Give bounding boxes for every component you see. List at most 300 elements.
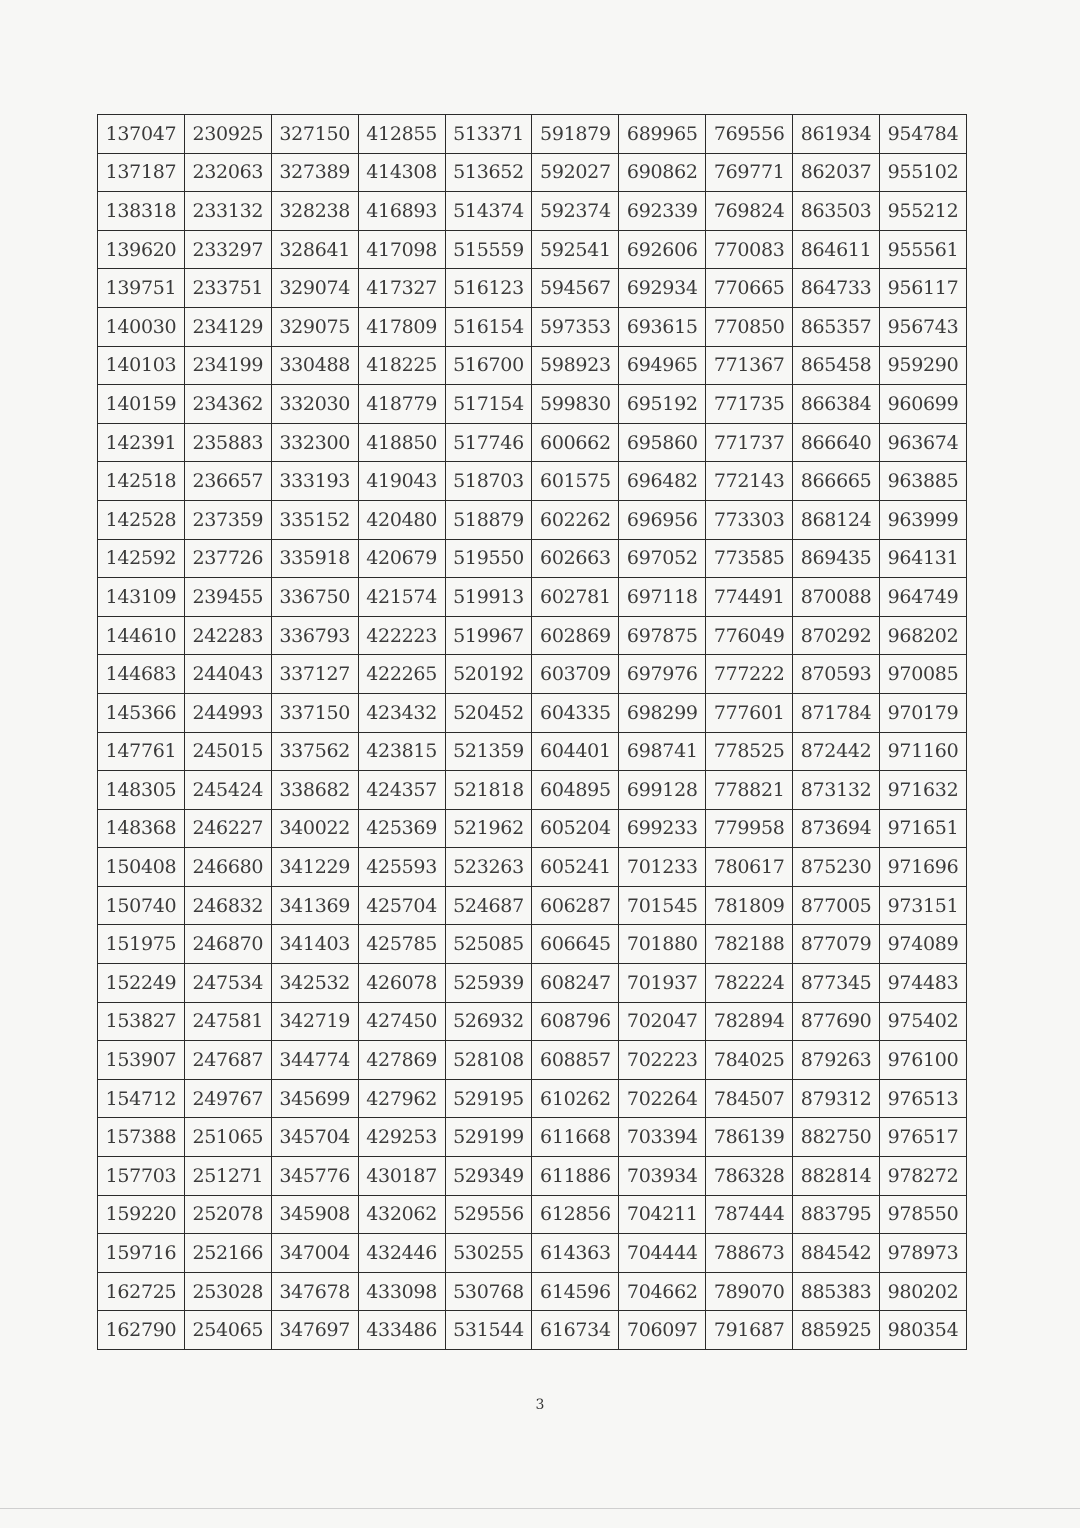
table-cell: 864611 [793,230,880,269]
table-cell: 883795 [793,1195,880,1234]
scan-edge-line [0,1508,1080,1509]
table-cell: 329075 [271,307,358,346]
table-row [98,230,967,269]
table-cell: 148305 [98,771,185,810]
table-cell: 604335 [532,693,619,732]
table-cell: 347697 [271,1311,358,1350]
table-cell: 776049 [706,616,793,655]
table-cell: 338682 [271,771,358,810]
table-cell: 787444 [706,1195,793,1234]
table-cell: 233297 [184,230,271,269]
table-cell: 153907 [98,1041,185,1080]
table-cell: 771737 [706,423,793,462]
table-cell: 873132 [793,771,880,810]
table-cell: 143109 [98,578,185,617]
table-cell: 529199 [445,1118,532,1157]
table-cell: 602663 [532,539,619,578]
table-cell: 704662 [619,1272,706,1311]
table-cell: 782224 [706,964,793,1003]
table-cell: 345699 [271,1079,358,1118]
table-row [98,307,967,346]
table-cell: 974483 [880,964,967,1003]
table-cell: 528108 [445,1041,532,1080]
table-cell: 770083 [706,230,793,269]
table-cell: 345704 [271,1118,358,1157]
table-cell: 345776 [271,1157,358,1196]
table-cell: 332300 [271,423,358,462]
table-cell: 230925 [184,115,271,154]
table-cell: 519550 [445,539,532,578]
table-cell: 138318 [98,192,185,231]
table-cell: 247687 [184,1041,271,1080]
table-cell: 515559 [445,230,532,269]
table-cell: 960699 [880,385,967,424]
table-cell: 244043 [184,655,271,694]
table-cell: 344774 [271,1041,358,1080]
table-cell: 771735 [706,385,793,424]
table-cell: 611886 [532,1157,619,1196]
table-cell: 531544 [445,1311,532,1350]
table-cell: 144610 [98,616,185,655]
table-cell: 247534 [184,964,271,1003]
table-row [98,346,967,385]
table-cell: 980202 [880,1272,967,1311]
table-cell: 341229 [271,848,358,887]
table-cell: 605241 [532,848,619,887]
table-cell: 420480 [358,500,445,539]
table-cell: 148368 [98,809,185,848]
table-cell: 777601 [706,693,793,732]
table-cell: 769771 [706,153,793,192]
table-cell: 702264 [619,1079,706,1118]
table-cell: 772143 [706,462,793,501]
table-cell: 695192 [619,385,706,424]
table-cell: 778525 [706,732,793,771]
table-cell: 246680 [184,848,271,887]
table-cell: 423432 [358,693,445,732]
table-cell: 327150 [271,115,358,154]
table-cell: 139620 [98,230,185,269]
table-cell: 251065 [184,1118,271,1157]
table-cell: 868124 [793,500,880,539]
table-cell: 771367 [706,346,793,385]
table-cell: 692934 [619,269,706,308]
number-table-body [98,115,967,1350]
table-cell: 971632 [880,771,967,810]
table-cell: 233132 [184,192,271,231]
table-cell: 968202 [880,616,967,655]
table-cell: 963674 [880,423,967,462]
table-cell: 701233 [619,848,706,887]
table-cell: 782894 [706,1002,793,1041]
table-cell: 513371 [445,115,532,154]
table-cell: 608247 [532,964,619,1003]
table-cell: 703934 [619,1157,706,1196]
table-row [98,732,967,771]
table-cell: 863503 [793,192,880,231]
table-cell: 337562 [271,732,358,771]
table-cell: 606645 [532,925,619,964]
table-row [98,1118,967,1157]
table-cell: 520192 [445,655,532,694]
table-row [98,925,967,964]
table-cell: 696482 [619,462,706,501]
table-cell: 144683 [98,655,185,694]
table-cell: 332030 [271,385,358,424]
table-cell: 978550 [880,1195,967,1234]
table-row [98,539,967,578]
table-cell: 433098 [358,1272,445,1311]
table-cell: 521962 [445,809,532,848]
table-cell: 140103 [98,346,185,385]
table-row [98,269,967,308]
table-cell: 599830 [532,385,619,424]
table-cell: 157703 [98,1157,185,1196]
table-cell: 237359 [184,500,271,539]
table-cell: 864733 [793,269,880,308]
table-cell: 697976 [619,655,706,694]
table-cell: 879312 [793,1079,880,1118]
table-cell: 159220 [98,1195,185,1234]
table-cell: 139751 [98,269,185,308]
table-cell: 150740 [98,886,185,925]
table-cell: 698741 [619,732,706,771]
table-cell: 236657 [184,462,271,501]
table-cell: 779958 [706,809,793,848]
table-cell: 882814 [793,1157,880,1196]
table-cell: 608796 [532,1002,619,1041]
table-row [98,886,967,925]
table-cell: 252078 [184,1195,271,1234]
table-cell: 252166 [184,1234,271,1273]
table-row [98,192,967,231]
table-cell: 529195 [445,1079,532,1118]
table-cell: 249767 [184,1079,271,1118]
table-cell: 425785 [358,925,445,964]
table-cell: 885383 [793,1272,880,1311]
table-cell: 244993 [184,693,271,732]
table-cell: 699233 [619,809,706,848]
table-cell: 518703 [445,462,532,501]
table-cell: 614596 [532,1272,619,1311]
table-cell: 526932 [445,1002,532,1041]
table-cell: 520452 [445,693,532,732]
table-cell: 976517 [880,1118,967,1157]
table-row [98,1311,967,1350]
table-cell: 786328 [706,1157,793,1196]
table-cell: 516154 [445,307,532,346]
table-cell: 336793 [271,616,358,655]
table-cell: 235883 [184,423,271,462]
table-cell: 426078 [358,964,445,1003]
table-cell: 514374 [445,192,532,231]
table-cell: 521359 [445,732,532,771]
number-table [97,114,967,1350]
table-cell: 142592 [98,539,185,578]
table-cell: 608857 [532,1041,619,1080]
table-cell: 420679 [358,539,445,578]
table-cell: 417098 [358,230,445,269]
table-cell: 698299 [619,693,706,732]
table-row [98,616,967,655]
table-row [98,1079,967,1118]
table-cell: 347004 [271,1234,358,1273]
table-cell: 524687 [445,886,532,925]
table-cell: 866384 [793,385,880,424]
table-cell: 869435 [793,539,880,578]
table-cell: 328238 [271,192,358,231]
table-cell: 769556 [706,115,793,154]
table-row [98,809,967,848]
table-cell: 242283 [184,616,271,655]
table-cell: 773585 [706,539,793,578]
table-cell: 769824 [706,192,793,231]
table-cell: 423815 [358,732,445,771]
table-cell: 152249 [98,964,185,1003]
table-row [98,964,967,1003]
table-cell: 777222 [706,655,793,694]
table-cell: 154712 [98,1079,185,1118]
table-cell: 971696 [880,848,967,887]
table-cell: 137047 [98,115,185,154]
table-cell: 602262 [532,500,619,539]
table-cell: 604401 [532,732,619,771]
table-cell: 885925 [793,1311,880,1350]
table-cell: 245015 [184,732,271,771]
table-cell: 137187 [98,153,185,192]
table-row [98,655,967,694]
table-cell: 882750 [793,1118,880,1157]
table-cell: 692606 [619,230,706,269]
table-cell: 971160 [880,732,967,771]
table-cell: 701880 [619,925,706,964]
table-cell: 519913 [445,578,532,617]
table-cell: 591879 [532,115,619,154]
table-cell: 246832 [184,886,271,925]
table-row [98,1041,967,1080]
table-cell: 335918 [271,539,358,578]
table-cell: 517746 [445,423,532,462]
table-cell: 521818 [445,771,532,810]
table-cell: 862037 [793,153,880,192]
table-cell: 162790 [98,1311,185,1350]
table-cell: 955102 [880,153,967,192]
table-row [98,1272,967,1311]
table-cell: 694965 [619,346,706,385]
table-row [98,385,967,424]
table-row [98,1234,967,1273]
table-cell: 327389 [271,153,358,192]
table-cell: 616734 [532,1311,619,1350]
table-cell: 246227 [184,809,271,848]
table-cell: 516700 [445,346,532,385]
table-cell: 964131 [880,539,967,578]
table-cell: 791687 [706,1311,793,1350]
table-row [98,1195,967,1234]
table-row [98,462,967,501]
table-cell: 780617 [706,848,793,887]
table-cell: 954784 [880,115,967,154]
table-cell: 865357 [793,307,880,346]
table-row [98,578,967,617]
table-cell: 598923 [532,346,619,385]
table-cell: 689965 [619,115,706,154]
table-cell: 975402 [880,1002,967,1041]
table-cell: 861934 [793,115,880,154]
table-cell: 601575 [532,462,619,501]
table-cell: 871784 [793,693,880,732]
table-cell: 704211 [619,1195,706,1234]
table-cell: 614363 [532,1234,619,1273]
table-row [98,423,967,462]
table-cell: 247581 [184,1002,271,1041]
table-cell: 342719 [271,1002,358,1041]
table-row [98,693,967,732]
table-cell: 978973 [880,1234,967,1273]
table-cell: 873694 [793,809,880,848]
table-cell: 519967 [445,616,532,655]
table-cell: 956743 [880,307,967,346]
table-cell: 606287 [532,886,619,925]
table-cell: 340022 [271,809,358,848]
table-row [98,848,967,887]
table-cell: 696956 [619,500,706,539]
table-cell: 964749 [880,578,967,617]
table-cell: 970085 [880,655,967,694]
table-cell: 432446 [358,1234,445,1273]
table-cell: 980354 [880,1311,967,1350]
table-cell: 603709 [532,655,619,694]
table-cell: 702047 [619,1002,706,1041]
table-cell: 697052 [619,539,706,578]
table-cell: 784025 [706,1041,793,1080]
table-row [98,500,967,539]
table-cell: 693615 [619,307,706,346]
table-cell: 592541 [532,230,619,269]
table-cell: 701545 [619,886,706,925]
table-cell: 245424 [184,771,271,810]
table-cell: 525085 [445,925,532,964]
table-cell: 611668 [532,1118,619,1157]
table-cell: 955212 [880,192,967,231]
table-cell: 427450 [358,1002,445,1041]
table-cell: 523263 [445,848,532,887]
table-cell: 433486 [358,1311,445,1350]
table-cell: 592027 [532,153,619,192]
table-cell: 866640 [793,423,880,462]
table-cell: 419043 [358,462,445,501]
table-cell: 427869 [358,1041,445,1080]
table-cell: 594567 [532,269,619,308]
table-row [98,1002,967,1041]
table-cell: 602869 [532,616,619,655]
table-cell: 956117 [880,269,967,308]
table-cell: 612856 [532,1195,619,1234]
table-cell: 782188 [706,925,793,964]
table-cell: 789070 [706,1272,793,1311]
table-cell: 233751 [184,269,271,308]
table-cell: 529349 [445,1157,532,1196]
table-cell: 770850 [706,307,793,346]
table-cell: 692339 [619,192,706,231]
table-cell: 955561 [880,230,967,269]
table-cell: 517154 [445,385,532,424]
table-cell: 703394 [619,1118,706,1157]
table-cell: 602781 [532,578,619,617]
table-cell: 424357 [358,771,445,810]
table-cell: 872442 [793,732,880,771]
table-cell: 150408 [98,848,185,887]
table-cell: 884542 [793,1234,880,1273]
table-cell: 516123 [445,269,532,308]
table-cell: 336750 [271,578,358,617]
table-cell: 597353 [532,307,619,346]
table-cell: 142391 [98,423,185,462]
table-cell: 414308 [358,153,445,192]
table-cell: 781809 [706,886,793,925]
table-cell: 418225 [358,346,445,385]
table-cell: 328641 [271,230,358,269]
table-cell: 142518 [98,462,185,501]
table-cell: 770665 [706,269,793,308]
table-cell: 157388 [98,1118,185,1157]
table-cell: 341403 [271,925,358,964]
table-cell: 425369 [358,809,445,848]
table-cell: 971651 [880,809,967,848]
table-cell: 959290 [880,346,967,385]
table-cell: 412855 [358,115,445,154]
table-cell: 963999 [880,500,967,539]
table-cell: 870593 [793,655,880,694]
table-cell: 145366 [98,693,185,732]
table-cell: 786139 [706,1118,793,1157]
table-cell: 342532 [271,964,358,1003]
table-cell: 422223 [358,616,445,655]
table-cell: 788673 [706,1234,793,1273]
table-cell: 697875 [619,616,706,655]
table-cell: 610262 [532,1079,619,1118]
table-cell: 784507 [706,1079,793,1118]
table-cell: 147761 [98,732,185,771]
table-cell: 251271 [184,1157,271,1196]
table-cell: 974089 [880,925,967,964]
table-cell: 704444 [619,1234,706,1273]
table-cell: 592374 [532,192,619,231]
table-cell: 697118 [619,578,706,617]
table-cell: 422265 [358,655,445,694]
table-cell: 978272 [880,1157,967,1196]
table-cell: 778821 [706,771,793,810]
table-cell: 600662 [532,423,619,462]
table-cell: 142528 [98,500,185,539]
table-cell: 234199 [184,346,271,385]
table-cell: 425704 [358,886,445,925]
table-cell: 877005 [793,886,880,925]
table-cell: 773303 [706,500,793,539]
table-cell: 140030 [98,307,185,346]
table-cell: 877079 [793,925,880,964]
table-cell: 865458 [793,346,880,385]
table-cell: 425593 [358,848,445,887]
table-cell: 159716 [98,1234,185,1273]
table-cell: 525939 [445,964,532,1003]
table-cell: 162725 [98,1272,185,1311]
table-cell: 421574 [358,578,445,617]
table-cell: 513652 [445,153,532,192]
table-cell: 976100 [880,1041,967,1080]
table-cell: 140159 [98,385,185,424]
table-cell: 879263 [793,1041,880,1080]
